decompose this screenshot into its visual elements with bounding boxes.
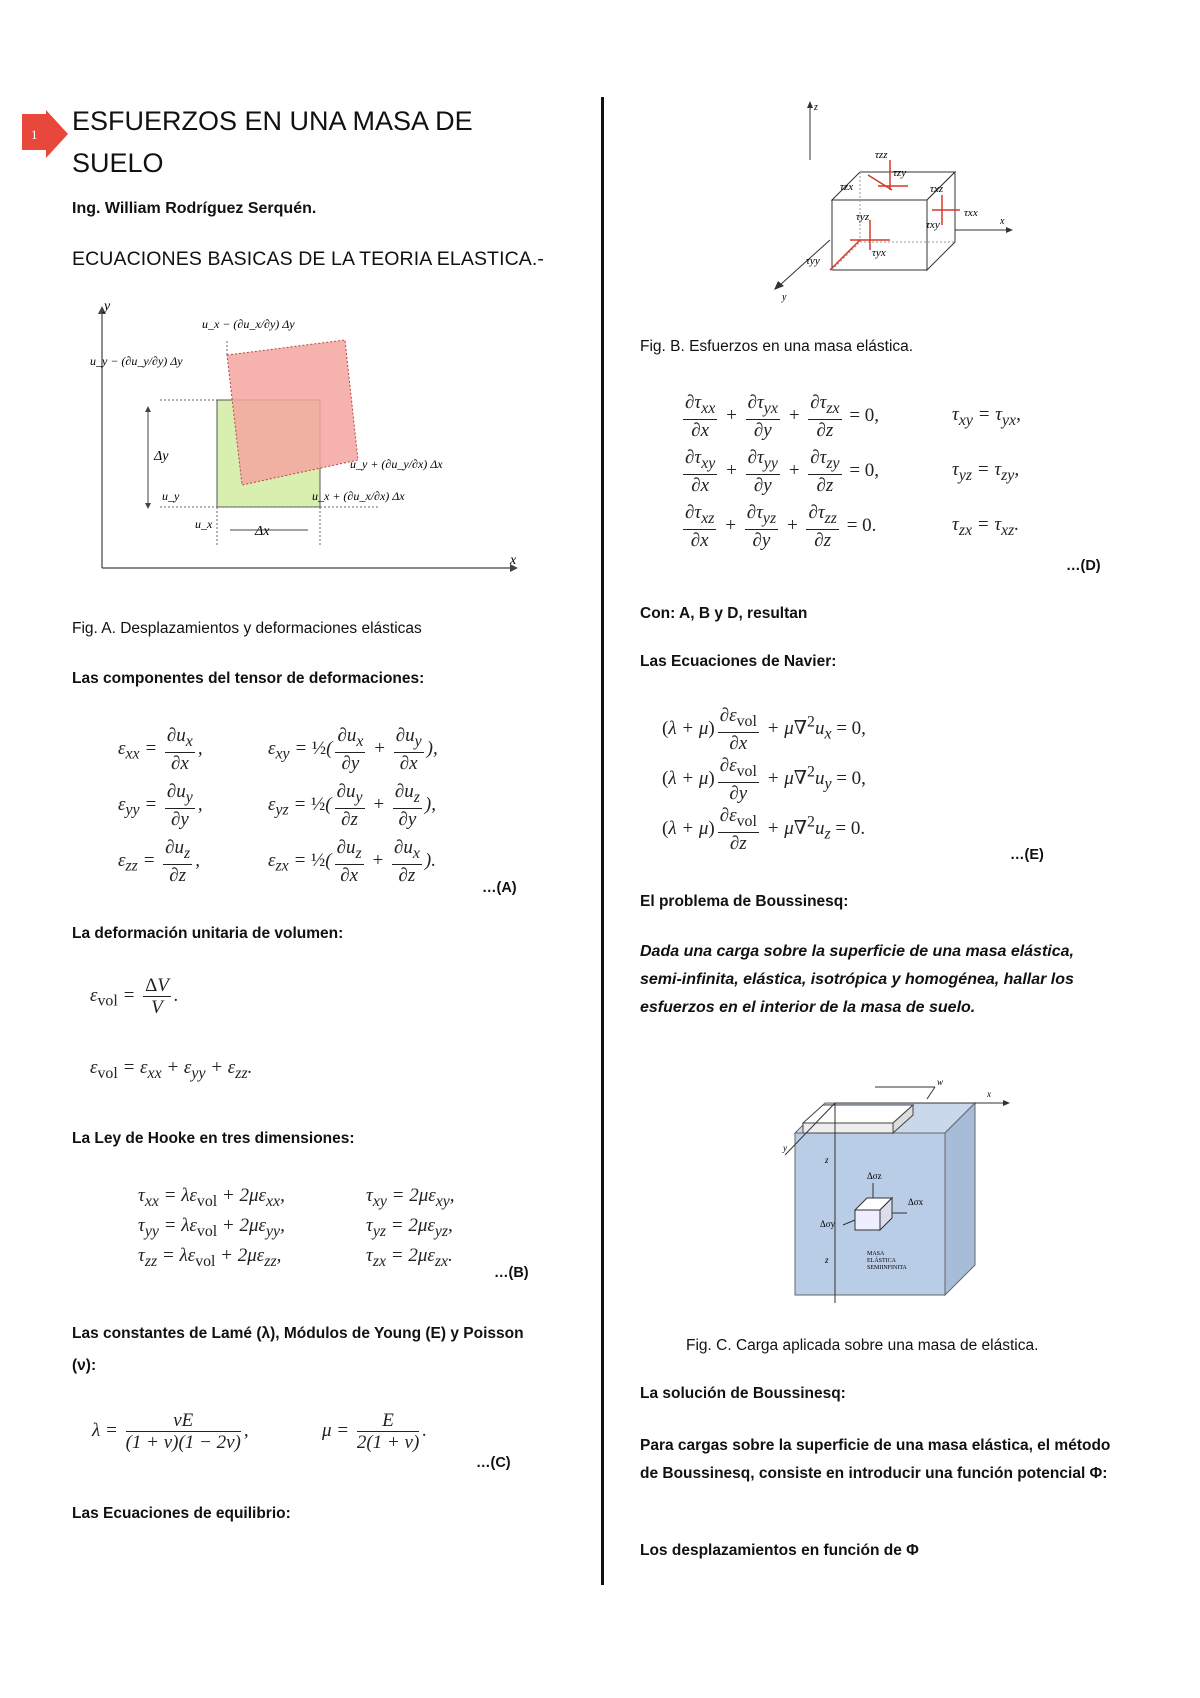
- strain-tag: …(A): [482, 880, 517, 896]
- equilibrium-equations: $\frac{\partial\tau_{xx}}{\partial x}$ + $\frac{\partial\tau_{yx}}{\partial y}$ + $\frac{\partial\tau_{zx}}{\partial z}$ = 0, $\tau_{xy} = \tau_{yx}$, $\frac{\partial\tau_{xy}}{\partial x}$ + $\frac{\partial\tau_{yy}}{\partial y}$ + $\frac{\partial\tau_{zy}}{\partial z}$ = 0, $\tau_{yz} = \tau_{zy}$, $\frac{\partial\tau_{xz}}{\partial x}$ + $\frac{\partial\tau_{yz}}{\partial y}$ + $\frac{\partial\tau_{zz}}{\partial z}$ = 0. $\tau_{zx} = \tau_{xz}$.: [685, 392, 1021, 551]
- fig-b-tau-zx: τzx: [840, 181, 854, 193]
- combine-text: Con: A, B y D, resultan: [640, 605, 808, 622]
- fig-a-axis-y: y: [104, 300, 111, 314]
- fig-c-caption: Fig. C. Carga aplicada sobre una masa de elástica.: [686, 1337, 1039, 1354]
- fig-b-tau-xz: τxz: [930, 183, 944, 195]
- solution-text: Para cargas sobre la superficie de una masa elástica, el método de Boussinesq, consiste en introducir una función potencial Φ:: [640, 1437, 1111, 1482]
- column-divider: [601, 97, 604, 1585]
- fig-b-tau-yx: τyx: [872, 247, 886, 259]
- lame-tag: …(C): [476, 1455, 511, 1471]
- fig-a-uy: u_y: [162, 489, 180, 503]
- fig-c-sigma-x: Δσx: [908, 1197, 924, 1207]
- hooke-intro: La Ley de Hooke en tres dimensiones:: [72, 1130, 355, 1147]
- fig-b-axis-z: z: [814, 102, 818, 113]
- fig-a-top-label: u_x − (∂u_x/∂y) Δy: [202, 317, 295, 331]
- fig-c-axis-y: y: [783, 1143, 787, 1153]
- strain-equations: $\varepsilon_{xx}$ = $\frac{\partial u_x}{\partial x}$ , $\varepsilon_{xy}$ = ½( $\frac{\partial u_x}{\partial y}$ + $\frac{\partial u_y}{\partial x}$ ), $\varepsilon_{yy}$ = $\frac{\partial u_y}{\partial y}$ , $\varepsilon_{yz}$ = ½( $\frac{\partial u_y}{\partial z}$ + $\frac{\partial u_z}{\partial y}$ ), $\varepsilon_{zz}$ = $\frac{\partial u_z}{\partial z}$ , $\varepsilon_{zx}$ = ½( $\frac{\partial u_z}{\partial x}$ + $\frac{\partial u_x}{\partial z}$ ).: [118, 725, 438, 886]
- fig-a-left-label: u_y − (∂u_y/∂y) Δy: [90, 354, 183, 368]
- volume-intro: La deformación unitaria de volumen:: [72, 925, 344, 942]
- equilibrium-intro: Las Ecuaciones de equilibrio:: [72, 1505, 291, 1522]
- fig-b-axis-y: y: [782, 292, 787, 303]
- fig-a-bottom-right-label: u_x + (∂u_x/∂x) Δx: [312, 489, 405, 503]
- fig-c-sigma-z: Δσz: [867, 1171, 882, 1181]
- navier-equations: (λ + μ) $\frac{\partial\varepsilon_{vol}}{\partial x}$ + $\mu\nabla^2u_x = 0$, (λ + μ) $\frac{\partial\varepsilon_{vol}}{\partial y}$ + $\mu\nabla^2u_y = 0$, (λ + μ) $\frac{\partial\varepsilon_{vol}}{\partial z}$ + $\mu\nabla^2u_z = 0$.: [662, 705, 866, 854]
- navier-intro: Las Ecuaciones de Navier:: [640, 653, 837, 670]
- fig-a-right-label: u_y + (∂u_y/∂x) Δx: [350, 457, 443, 471]
- strain-intro: Las componentes del tensor de deformaciones:: [72, 670, 425, 687]
- fig-a-diagram: [90, 300, 520, 580]
- fig-b-tau-yy: τyy: [806, 255, 820, 267]
- fig-a-delta-y: Δy: [154, 449, 169, 464]
- fig-b-tau-zy: τzy: [893, 167, 907, 179]
- fig-c-load: w: [937, 1077, 944, 1087]
- fig-c-depth: z: [825, 1255, 829, 1265]
- page-title: ESFUERZOS EN UNA MASA DE SUELO: [72, 106, 473, 178]
- fig-c-axis-z: z: [825, 1155, 829, 1165]
- fig-b-tau-xx: τxx: [964, 207, 978, 219]
- fig-a-caption: Fig. A. Desplazamientos y deformaciones elásticas: [72, 620, 422, 637]
- fig-c-axis-x: x: [987, 1089, 991, 1099]
- equilibrium-tag: …(D): [1066, 558, 1101, 574]
- lame-intro: Las constantes de Lamé (λ), Módulos de Young (E) y Poisson (ν):: [72, 1325, 524, 1374]
- section-heading: ECUACIONES BASICAS DE LA TEORIA ELASTICA.-: [72, 248, 544, 270]
- fig-b-tau-xy: τxy: [926, 219, 940, 231]
- solution-title: La solución de Boussinesq:: [640, 1385, 846, 1402]
- fig-c-mass-label-1: MASA: [867, 1251, 885, 1257]
- fig-b-caption: Fig. B. Esfuerzos en una masa elástica.: [640, 338, 914, 355]
- hooke-tag: …(B): [494, 1265, 529, 1281]
- fig-a-ux: u_x: [195, 517, 213, 531]
- author-line: Ing. William Rodríguez Serquén.: [72, 200, 317, 217]
- fig-a-delta-x: Δx: [255, 524, 270, 539]
- boussinesq-title: El problema de Boussinesq:: [640, 893, 849, 910]
- fig-b-axis-x: x: [1000, 216, 1005, 227]
- navier-tag: …(E): [1010, 847, 1044, 863]
- hooke-equations: $\tau_{xx} = \lambda\varepsilon_{vol} + 2\mu\varepsilon_{xx}$, $\tau_{xy} = 2\mu\varepsilon_{xy}$, $\tau_{yy} = \lambda\varepsilon_{vol} + 2\mu\varepsilon_{yy}$, $\tau_{yz} = 2\mu\varepsilon_{yz}$, $\tau_{zz} = \lambda\varepsilon_{vol} + 2\mu\varepsilon_{zz}$, $\tau_{zx} = 2\mu\varepsilon_{zx}$.: [138, 1185, 455, 1270]
- fig-b-tau-zz: τzz: [875, 149, 888, 161]
- displacement-text: Los desplazamientos en función de Φ: [640, 1542, 919, 1559]
- boussinesq-statement: Dada una carga sobre la superficie de una masa elástica, semi-infinita, elástica, isotrópica y homogénea, hallar los esfuerzos en el interior de la masa de suelo.: [640, 943, 1074, 1016]
- fig-b-tau-yz: τyz: [856, 211, 870, 223]
- fig-c-diagram: [775, 1055, 1105, 1305]
- fig-c-sigma-y: Δσy: [820, 1219, 836, 1229]
- page-number-badge: [22, 110, 68, 158]
- fig-c-mass-label-2: ELÁSTICA: [867, 1258, 896, 1264]
- fig-b-diagram: [760, 100, 1020, 310]
- page-number: 1: [31, 127, 38, 142]
- fig-c-mass-label-3: SEMIINFINITA: [867, 1265, 907, 1271]
- fig-a-axis-x: x: [510, 553, 517, 568]
